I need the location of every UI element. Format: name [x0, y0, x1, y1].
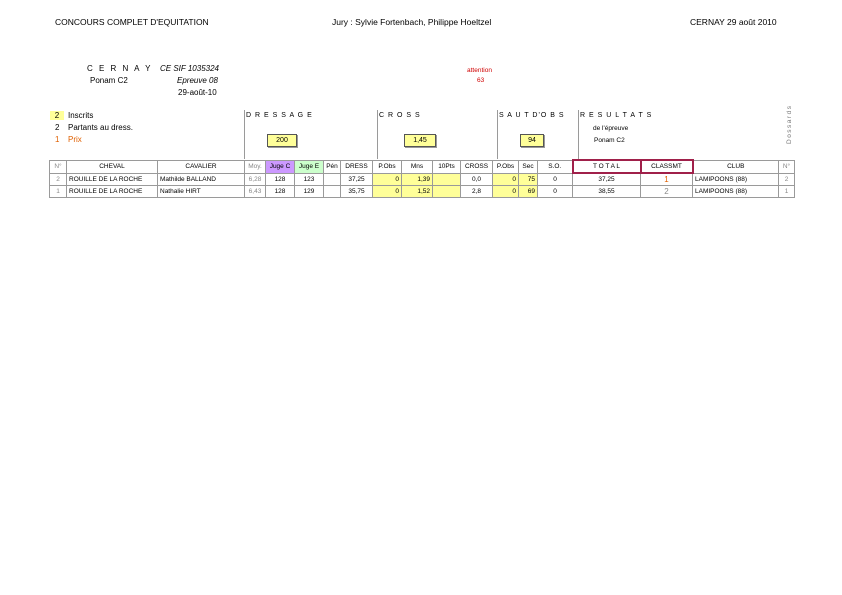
prix-label: Prix: [68, 135, 82, 144]
row-mns: 1,52: [402, 186, 433, 198]
resultats-sub2: Ponam C2: [594, 137, 625, 144]
row-sec: 69: [519, 186, 538, 198]
prix-count: 1: [55, 135, 60, 144]
cross-value-input[interactable]: 1,45: [404, 134, 436, 147]
event-epreuve: Epreuve 08: [177, 76, 218, 85]
row-club: LAMIPOONS (88): [693, 186, 779, 198]
col-num: N°: [50, 160, 67, 173]
row-club: LAMIPOONS (88): [693, 173, 779, 186]
resultats-sub1: de l'épreuve: [593, 125, 629, 132]
row-classmt: 1: [641, 173, 693, 186]
section-cross: C R O S S: [379, 112, 421, 119]
row-cheval: ROUILLE DE LA ROCHE: [67, 173, 158, 186]
row-num: 2: [50, 173, 67, 186]
row-pen: [324, 173, 341, 186]
row-so: 0: [538, 173, 573, 186]
row-so: 0: [538, 186, 573, 198]
row-juge-e: 129: [295, 186, 324, 198]
row-pobs2: 0: [493, 173, 519, 186]
col-juge-c: Juge C: [266, 160, 295, 173]
row-cheval: ROUILLE DE LA ROCHE: [67, 186, 158, 198]
inscrits-label: Inscrits: [68, 111, 94, 120]
row-pobs2: 0: [493, 186, 519, 198]
col-dress: DRESS: [341, 160, 373, 173]
saut-value-input[interactable]: 94: [520, 134, 544, 147]
table-row[interactable]: [50, 186, 795, 198]
row-num2: 2: [779, 173, 795, 186]
jury-line: Jury : Sylvie Fortenbach, Philippe Hoeltzel: [332, 17, 492, 27]
row-mns: 1,39: [402, 173, 433, 186]
row-moy: 6,28: [245, 173, 266, 186]
divider-cross: [377, 110, 378, 159]
row-num: 1: [50, 186, 67, 198]
row-dress: 35,75: [341, 186, 373, 198]
event-date: 29-août-10: [178, 88, 217, 97]
col-juge-e: Juge E: [295, 160, 324, 173]
notice-value: 63: [477, 77, 485, 84]
row-cross: 2,8: [461, 186, 493, 198]
col-moy: Moy.: [245, 160, 266, 173]
table-row[interactable]: [50, 173, 795, 186]
col-cross: CROSS: [461, 160, 493, 173]
event-class: Ponam C2: [90, 76, 128, 85]
col-classmt: CLASSMT: [641, 160, 693, 173]
partants-count: 2: [55, 123, 60, 132]
col-sec: Sec: [519, 160, 538, 173]
col-pen: Pén: [324, 160, 341, 173]
row-juge-c: 128: [266, 173, 295, 186]
divider-saut: [497, 110, 498, 159]
row-dress: 37,25: [341, 173, 373, 186]
col-mns: Mns: [402, 160, 433, 173]
col-pobs: P.Obs: [373, 160, 402, 173]
col-10pts: 10Pts: [433, 160, 461, 173]
event-code: CE SIF 1035324: [160, 64, 220, 73]
row-moy: 6,43: [245, 186, 266, 198]
col-cheval: CHEVAL: [67, 160, 158, 173]
document-title: CONCOURS COMPLET D'EQUITATION: [55, 17, 209, 27]
col-total: T O T A L: [573, 160, 641, 173]
table-header-row: [50, 160, 795, 173]
row-cavalier: Mathilde BALLAND: [158, 173, 245, 186]
location-date: CERNAY 29 août 2010: [690, 17, 777, 27]
row-sec: 75: [519, 173, 538, 186]
row-10pts: [433, 173, 461, 186]
row-num2: 1: [779, 186, 795, 198]
notice-label: attention: [467, 67, 492, 74]
divider-resultats: [578, 110, 579, 159]
col-cavalier: CAVALIER: [158, 160, 245, 173]
row-pobs: 0: [373, 173, 402, 186]
col-num2: N°: [779, 160, 795, 173]
results-table: [49, 159, 795, 198]
row-total: 38,55: [573, 186, 641, 198]
event-location: C E R N A Y: [87, 64, 153, 73]
row-total: 37,25: [573, 173, 641, 186]
row-juge-e: 123: [295, 173, 324, 186]
col-club: CLUB: [693, 160, 779, 173]
col-so: S.O.: [538, 160, 573, 173]
row-juge-c: 128: [266, 186, 295, 198]
section-dressage: D R E S S A G E: [246, 112, 313, 119]
row-pen: [324, 186, 341, 198]
dressage-max-input[interactable]: 200: [267, 134, 297, 147]
row-classmt: 2: [641, 186, 693, 198]
divider-dressage: [244, 110, 245, 159]
partants-label: Partants au dress.: [68, 123, 133, 132]
col-pobs2: P.Obs: [493, 160, 519, 173]
row-10pts: [433, 186, 461, 198]
section-saut: S A U T D'O B S: [499, 112, 565, 119]
row-pobs: 0: [373, 186, 402, 198]
row-cross: 0,0: [461, 173, 493, 186]
inscrits-count: 2: [50, 111, 64, 120]
dossards-label: Dossards: [786, 104, 793, 144]
section-resultats: R E S U L T A T S: [580, 112, 653, 119]
row-cavalier: Nathalie HIRT: [158, 186, 245, 198]
